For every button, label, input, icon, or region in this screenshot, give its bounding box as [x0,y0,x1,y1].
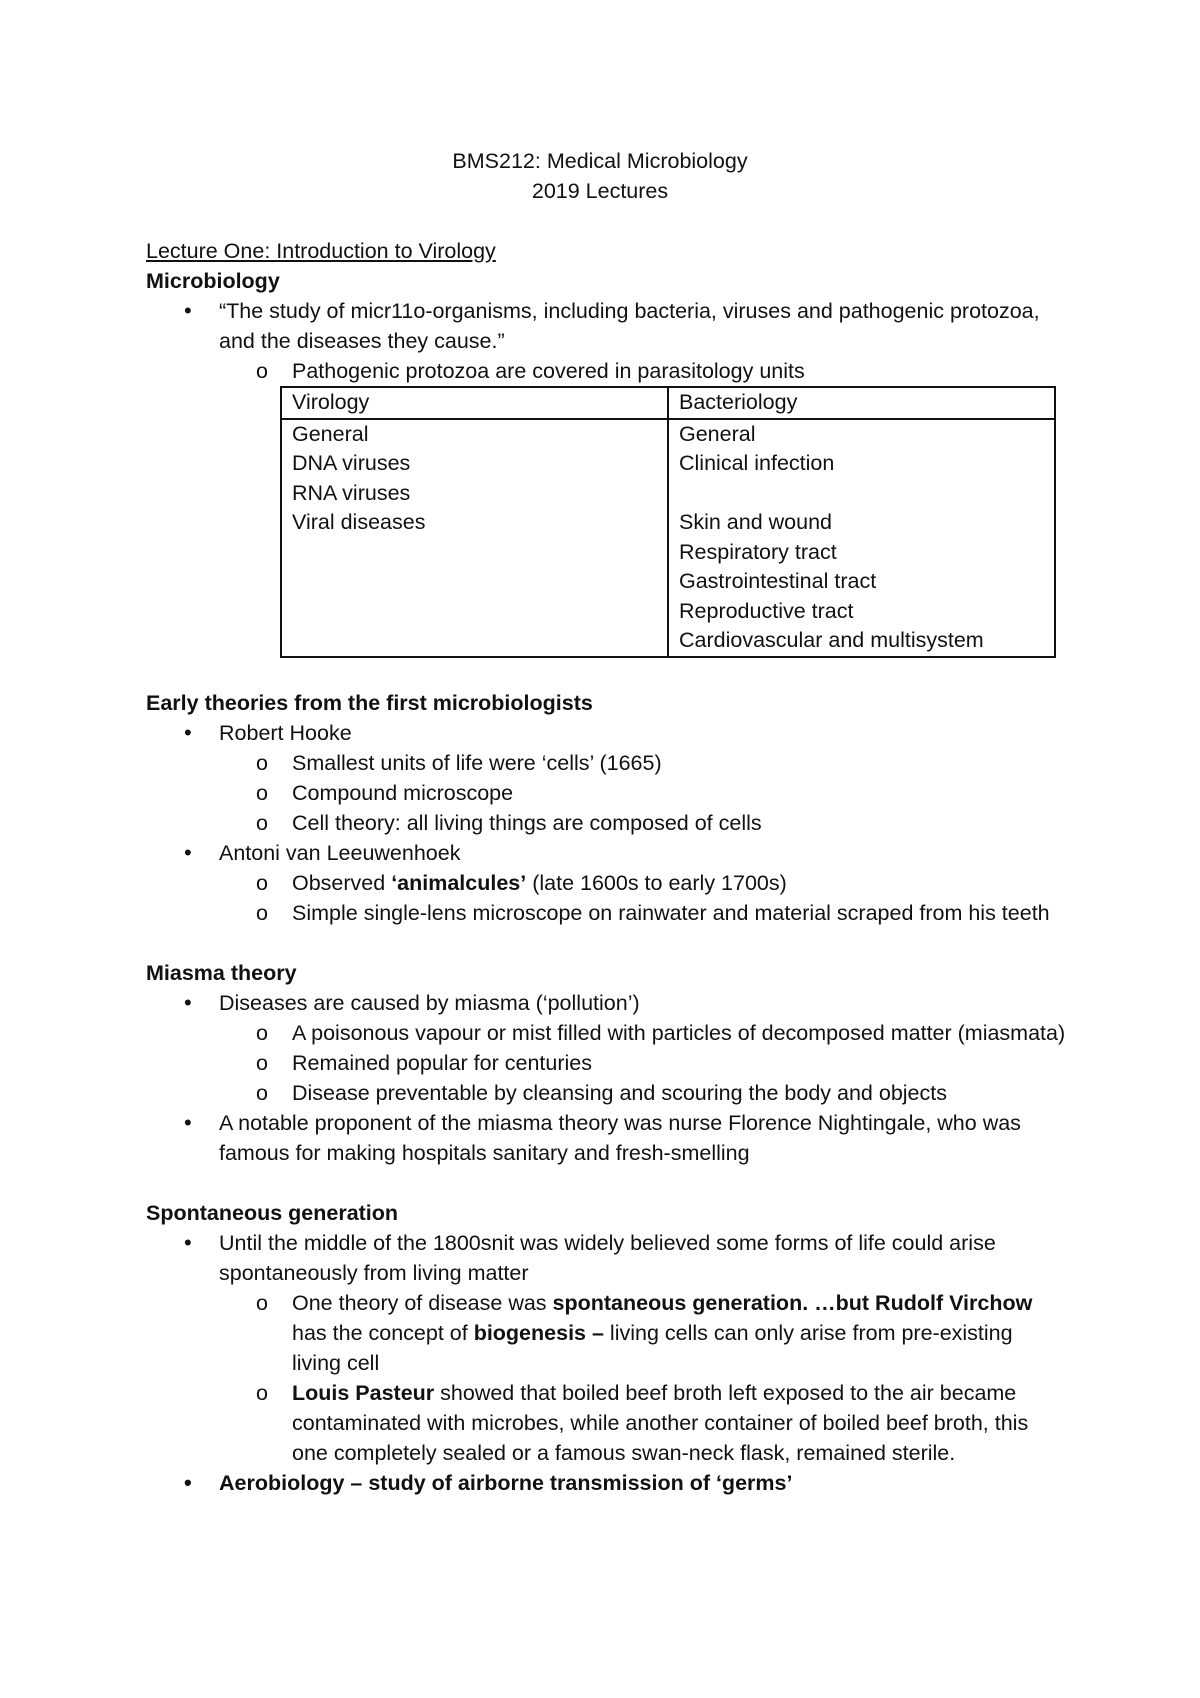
table-cell [679,479,1054,509]
sub-bullet-item: o Compound microscope [146,778,1066,808]
sub-bullet-item: o Simple single-lens microscope on rainwater and material scraped from his teeth [146,898,1066,928]
table-header-row [281,387,1055,419]
table-header-bacteriology: Bacteriology [668,387,1055,419]
units-table [280,386,1056,658]
sub-bullet-item: o Remained popular for centuries [146,1048,1066,1078]
microbiology-heading: Microbiology [146,269,280,293]
table-cell: Reproductive tract [679,598,854,623]
course-title: BMS212: Medical Microbiology [452,149,748,173]
sub-bullet-item: o Smallest units of life were ‘cells’ (1665) [146,748,1066,778]
early-theories-heading: Early theories from the first microbiologists [146,690,593,715]
sub-bullet-item: o Observed ‘animalcules’ (late 1600s to early 1700s) [146,868,1066,898]
table-body-row [281,419,1055,657]
virology-column [281,419,668,657]
table-cell: Clinical infection [679,451,835,475]
course-subtitle: 2019 Lectures [531,179,669,203]
sub-bullet-item: o A poisonous vapour or mist filled with particles of decomposed matter (miasmata) [146,1018,1066,1048]
bullet-item: • Robert Hooke [146,718,1066,748]
table-cell: General [679,421,756,446]
bullet-item: • Antoni van Leeuwenhoek [146,838,1066,868]
table-cell: DNA viruses [292,451,411,475]
definition-text: “The study of micr11o-organisms, including bacteria, viruses and pathogenic protozoa, and the diseases they cause.” [219,299,1040,353]
table-cell: Respiratory tract [679,539,837,564]
table-cell: Cardiovascular and multisystem [679,628,984,652]
sub-bullet-item: o One theory of disease was spontaneous generation. …but Rudolf Virchow has the concept of biogenesis – living cells can only arise from pre-existing living cell [146,1288,1066,1378]
spontaneous-heading: Spontaneous generation [146,1200,399,1225]
sub-note-text: Pathogenic protozoa are covered in parasitology units [292,359,805,383]
bullet-item [146,296,1066,356]
table-cell: RNA viruses [292,480,411,505]
title-block [0,146,1200,206]
bullet-item: • A notable proponent of the miasma theory was nurse Florence Nightingale, who was famous for making hospitals sanitary and fresh-smelling [146,1108,1066,1168]
table-cell: General [292,421,369,446]
sub-bullet-item: o Louis Pasteur showed that boiled beef broth left exposed to the air became contaminated with microbes, while another container of boiled beef broth, this one completely sealed or a famous swan-neck flask, remained sterile. [146,1378,1066,1468]
miasma-heading: Miasma theory [146,960,297,985]
table-cell: Viral diseases [292,510,426,534]
table-header-virology: Virology [281,387,668,419]
lecture-title: Lecture One: Introduction to Virology [146,239,496,263]
bullet-item: • Diseases are caused by miasma (‘pollution’) [146,988,1066,1018]
bacteriology-column [668,419,1055,657]
sub-bullet-item: o Disease preventable by cleansing and scouring the body and objects [146,1078,1066,1108]
document-body [146,236,1066,1498]
sub-bullet-item: o Cell theory: all living things are composed of cells [146,808,1066,838]
table-cell: Gastrointestinal tract [679,569,877,593]
bullet-item: • Aerobiology – study of airborne transmission of ‘germs’ [146,1468,1066,1498]
bullet-item: • Until the middle of the 1800snit was widely believed some forms of life could arise spontaneously from living matter [146,1228,1066,1288]
table-cell: Skin and wound [679,510,832,534]
sub-bullet-item [146,356,1066,386]
